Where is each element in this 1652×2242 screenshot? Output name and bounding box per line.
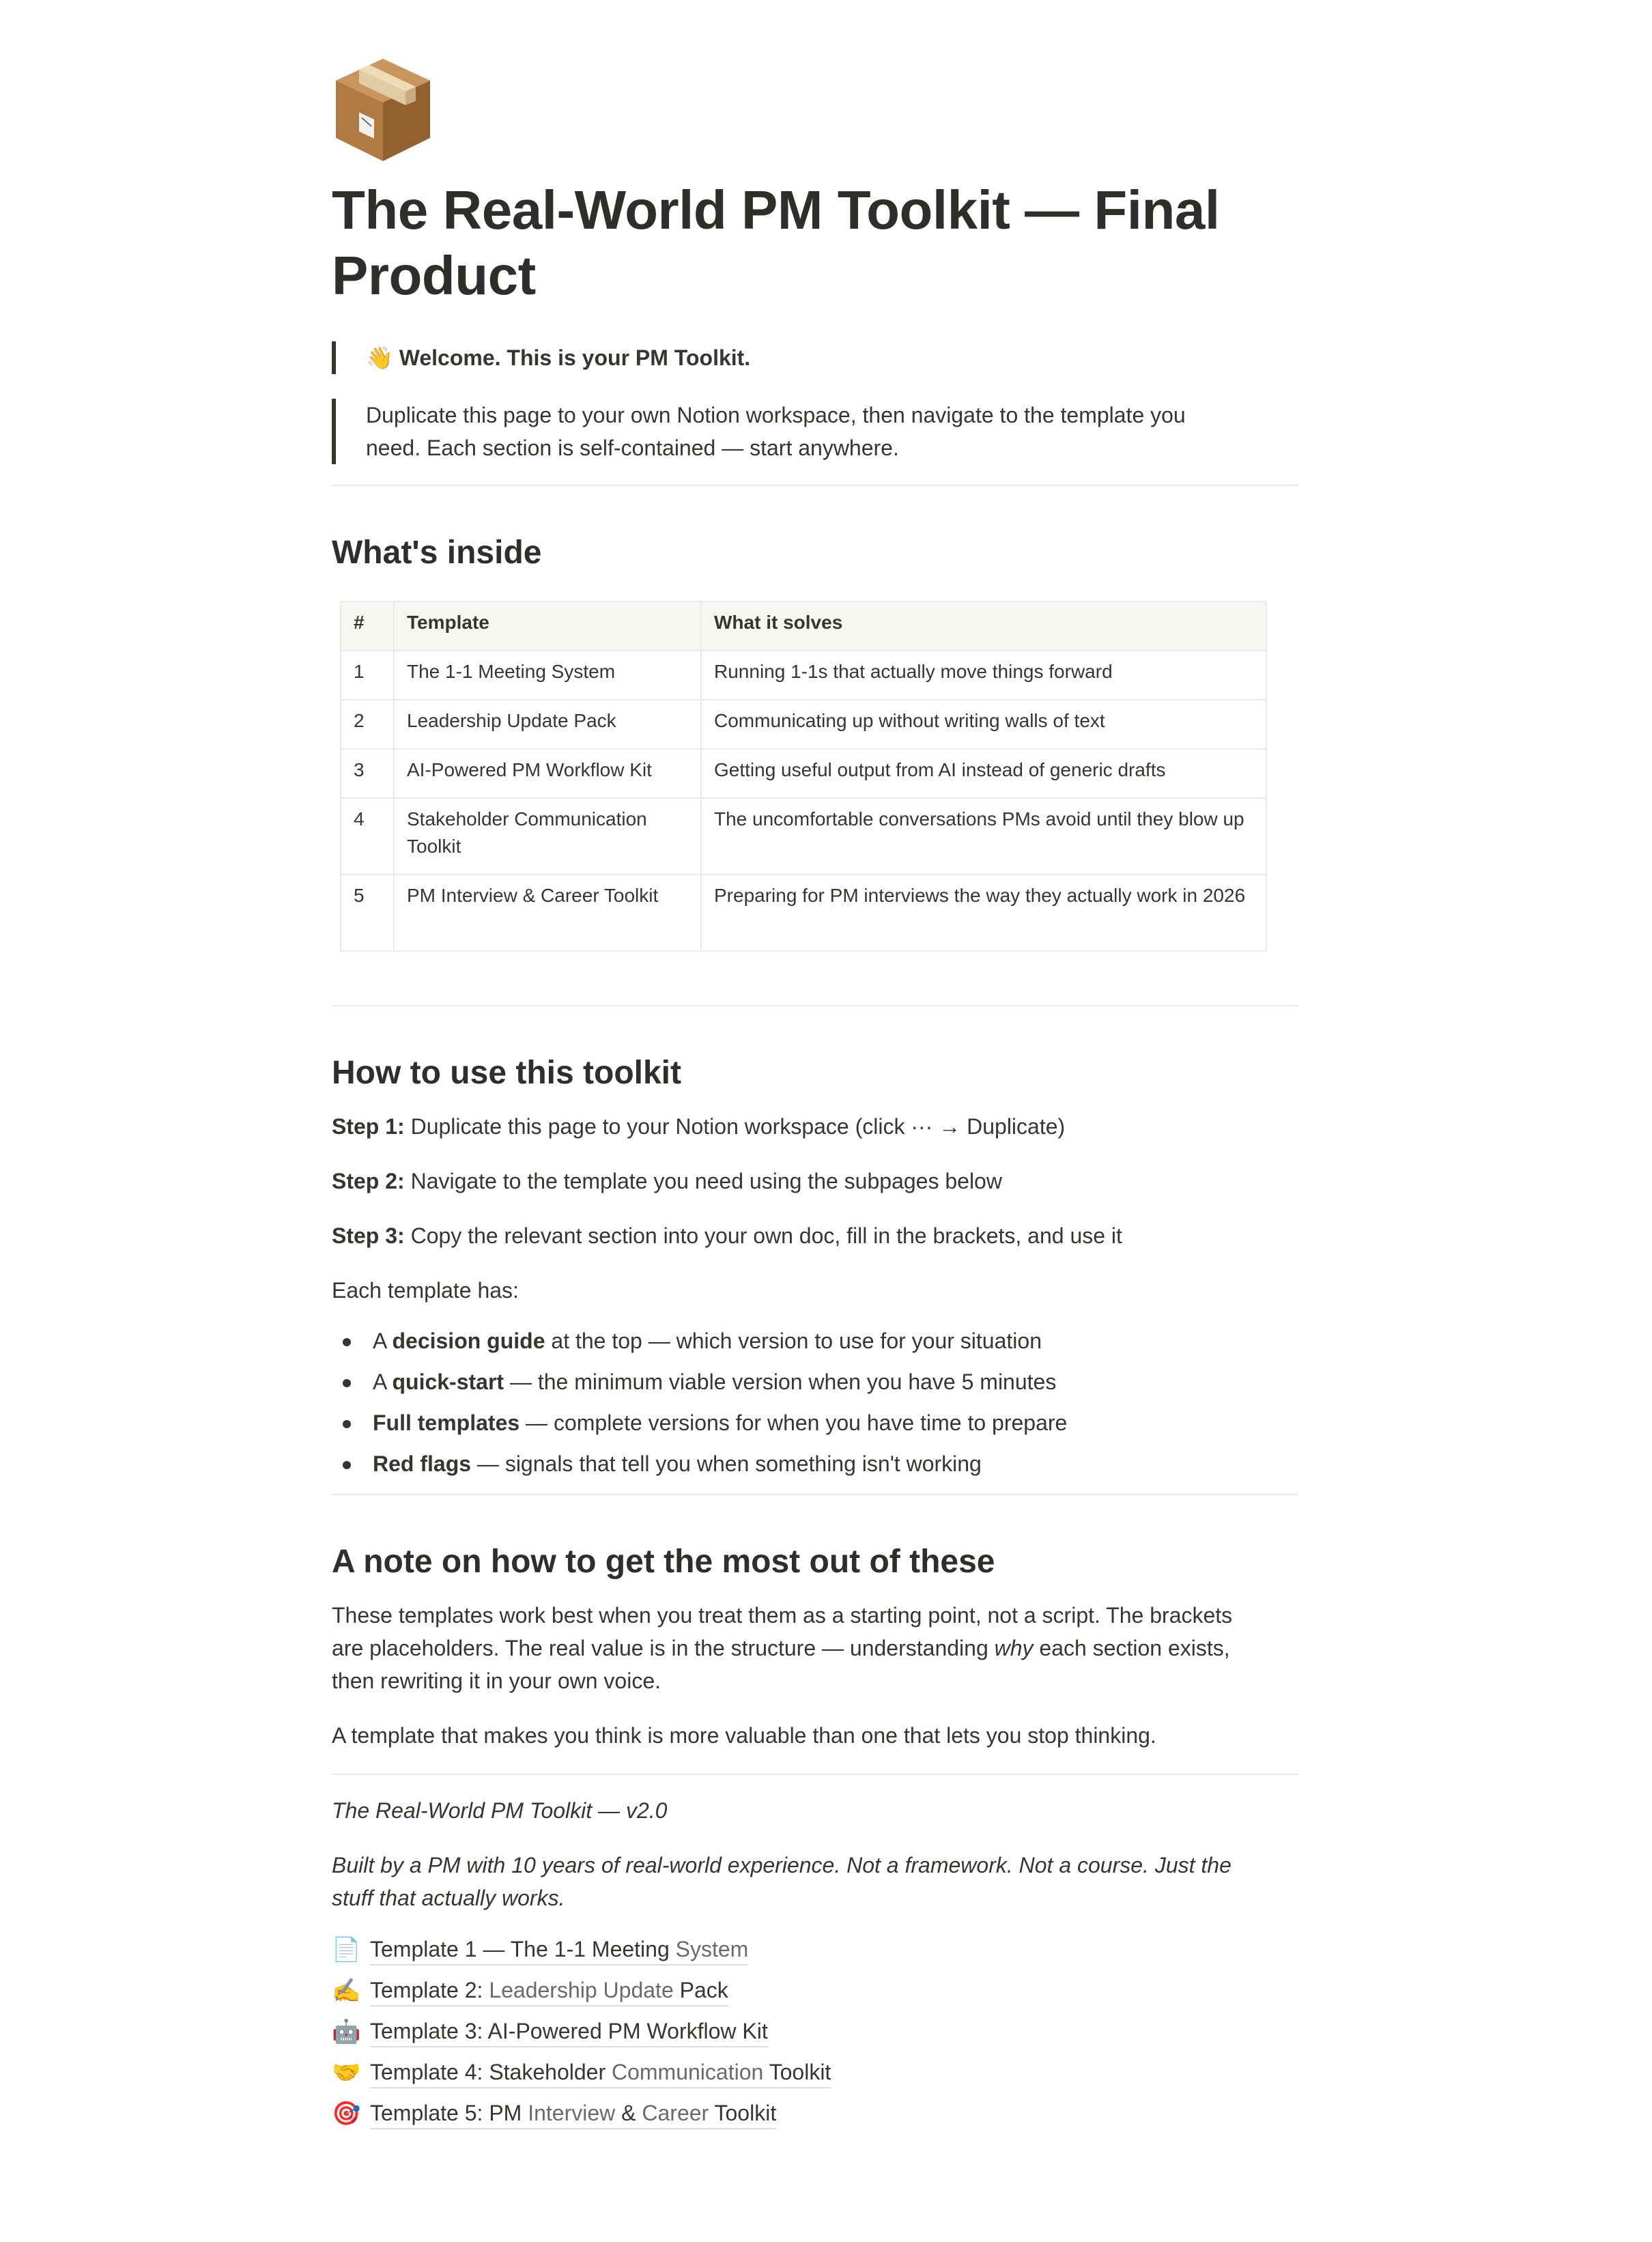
list-item-bold: Full templates (373, 1410, 520, 1435)
list-item-text: — signals that tell you when something isn't working (471, 1451, 982, 1476)
writing-hand-icon: ✍️ (332, 1978, 361, 2004)
cell-number[interactable]: 1 (341, 651, 394, 700)
cell-template[interactable]: The 1-1 Meeting System (394, 651, 701, 700)
note-paragraph-1 (332, 1599, 1298, 1697)
subpage-link-label[interactable] (370, 2016, 768, 2047)
link-text: & (615, 2101, 642, 2125)
link-text: Toolkit (763, 2060, 831, 2084)
subpage-link-label[interactable] (370, 1934, 748, 1966)
subpage-link-label[interactable] (370, 2057, 831, 2088)
cell-what-it-solves[interactable]: Preparing for PM interviews the way they actually work in 2026 (701, 875, 1266, 951)
list-item (332, 1324, 1298, 1365)
step-2-text: Navigate to the template you need using the subpages below (404, 1169, 1002, 1193)
table-row (341, 798, 1266, 875)
built-by-line-2: stuff that actually works. (332, 1886, 565, 1910)
list-item-bold: quick-start (392, 1370, 504, 1394)
table-row (341, 749, 1266, 798)
cell-template[interactable]: PM Interview & Career Toolkit (394, 875, 701, 951)
subpage-link-label[interactable] (370, 2098, 776, 2129)
cell-what-it-solves[interactable]: The uncomfortable conversations PMs avoid until they blow up (701, 798, 1266, 875)
subpage-links (332, 1929, 1298, 2134)
section-heading-note: A note on how to get the most out of these (332, 1544, 995, 1580)
cell-number[interactable]: 2 (341, 700, 394, 749)
each-template-has: Each template has: (332, 1278, 519, 1303)
step-3 (332, 1219, 1298, 1252)
link-text: Template 3: AI-Powered PM Workflow Kit (370, 2019, 768, 2043)
welcome-quote (332, 341, 1298, 374)
step-3-text: Copy the relevant section into your own doc, fill in the brackets, and use it (404, 1223, 1122, 1248)
list-item (332, 1447, 1298, 1488)
link-text: Interview (528, 2101, 616, 2125)
list-item-text: — complete versions for when you have time to prepare (519, 1410, 1068, 1435)
page-icon: 📄 (332, 1937, 361, 1963)
table-row (341, 700, 1266, 749)
note-line-3: then rewriting it in your own voice. (332, 1669, 661, 1693)
divider (332, 1005, 1298, 1006)
welcome-instructions (332, 399, 1298, 464)
link-text: Template 5: PM (370, 2101, 528, 2125)
subpage-link-template-5[interactable] (332, 2093, 1298, 2134)
welcome-heading: Welcome. This is your PM Toolkit. (399, 345, 751, 370)
column-header-what-it-solves: What it solves (701, 601, 1266, 651)
step-1-text: Duplicate this page to your Notion workspace (click ··· → Duplicate) (404, 1114, 1066, 1139)
toolkit-table (340, 601, 1267, 952)
link-text: Toolkit (709, 2101, 777, 2125)
step-1 (332, 1110, 1298, 1143)
step-2 (332, 1165, 1298, 1197)
link-text: Communication (611, 2060, 764, 2084)
page-title-line-2: Product (332, 245, 536, 306)
section-heading-how-to-use: How to use this toolkit (332, 1055, 681, 1091)
page-title[interactable] (332, 178, 1298, 309)
waving-hand-icon: 👋 (366, 345, 393, 370)
subpage-link-label[interactable] (370, 1975, 728, 2006)
cell-what-it-solves[interactable]: Running 1-1s that actually move things forward (701, 651, 1266, 700)
cell-what-it-solves[interactable]: Getting useful output from AI instead of generic drafts (701, 749, 1266, 798)
note-emphasis: why (994, 1636, 1034, 1660)
list-item-text: — the minimum viable version when you have 5 minutes (504, 1370, 1057, 1394)
column-header-template: Template (394, 601, 701, 651)
divider (332, 485, 1298, 486)
welcome-text-line-1: Duplicate this page to your own Notion workspace, then navigate to the template you (366, 403, 1186, 427)
cell-number[interactable]: 4 (341, 798, 394, 875)
table-header-row (341, 601, 1266, 651)
list-item (332, 1365, 1298, 1406)
built-by-line-1: Built by a PM with 10 years of real-world experience. Not a framework. Not a course. Just the (332, 1853, 1231, 1877)
column-header-number: # (341, 601, 394, 651)
cell-number[interactable]: 3 (341, 749, 394, 798)
note-line-2-end: each section exists, (1033, 1636, 1230, 1660)
subpage-link-template-3[interactable] (332, 2011, 1298, 2052)
table-row (341, 651, 1266, 700)
feature-list (332, 1324, 1298, 1488)
link-text: Pack (673, 1978, 728, 2002)
link-text: Leadership Update (489, 1978, 674, 2002)
package-icon[interactable] (332, 55, 434, 164)
section-heading-whats-inside: What's inside (332, 535, 542, 571)
list-item-text: at the top — which version to use for your situation (545, 1329, 1042, 1353)
cell-template[interactable]: Leadership Update Pack (394, 700, 701, 749)
divider (332, 1494, 1298, 1495)
list-item-prefix: A (373, 1329, 393, 1353)
note-line-2: are placeholders. The real value is in the structure — understanding (332, 1636, 995, 1660)
link-text: Template 1 — The 1-1 Meeting (370, 1937, 676, 1961)
welcome-text-line-2: need. Each section is self-contained — start anywhere. (366, 436, 899, 460)
cell-template[interactable]: AI-Powered PM Workflow Kit (394, 749, 701, 798)
built-by-text (332, 1849, 1298, 1914)
subpage-link-template-4[interactable] (332, 2052, 1298, 2093)
list-item-bold: decision guide (392, 1329, 545, 1353)
link-text: Career (642, 2101, 709, 2125)
robot-icon: 🤖 (332, 2019, 361, 2045)
divider (332, 1774, 1298, 1775)
list-item-prefix: A (373, 1370, 393, 1394)
link-text: Template 4: Stakeholder (370, 2060, 612, 2084)
target-icon: 🎯 (332, 2101, 361, 2127)
note-line-1: These templates work best when you treat them as a starting point, not a script. The brackets (332, 1603, 1233, 1628)
version-text: The Real-World PM Toolkit — v2.0 (332, 1798, 668, 1823)
table-row (341, 875, 1266, 951)
cell-number[interactable]: 5 (341, 875, 394, 951)
step-3-label: Step 3: (332, 1223, 405, 1248)
list-item-bold: Red flags (373, 1451, 472, 1476)
link-text: Template 2: (370, 1978, 489, 2002)
subpage-link-template-1[interactable] (332, 1929, 1298, 1970)
list-item (332, 1406, 1298, 1447)
step-1-label: Step 1: (332, 1114, 405, 1139)
note-paragraph-2: A template that makes you think is more valuable than one that lets you stop thinking. (332, 1723, 1156, 1748)
handshake-icon: 🤝 (332, 2060, 361, 2086)
page-content (332, 55, 1298, 2134)
link-text: System (675, 1937, 749, 1961)
step-2-label: Step 2: (332, 1169, 405, 1193)
page-title-line-1: The Real-World PM Toolkit — Final (332, 180, 1220, 240)
cell-what-it-solves[interactable]: Communicating up without writing walls of text (701, 700, 1266, 749)
cell-template[interactable]: Stakeholder Communication Toolkit (394, 798, 701, 875)
subpage-link-template-2[interactable] (332, 1970, 1298, 2011)
